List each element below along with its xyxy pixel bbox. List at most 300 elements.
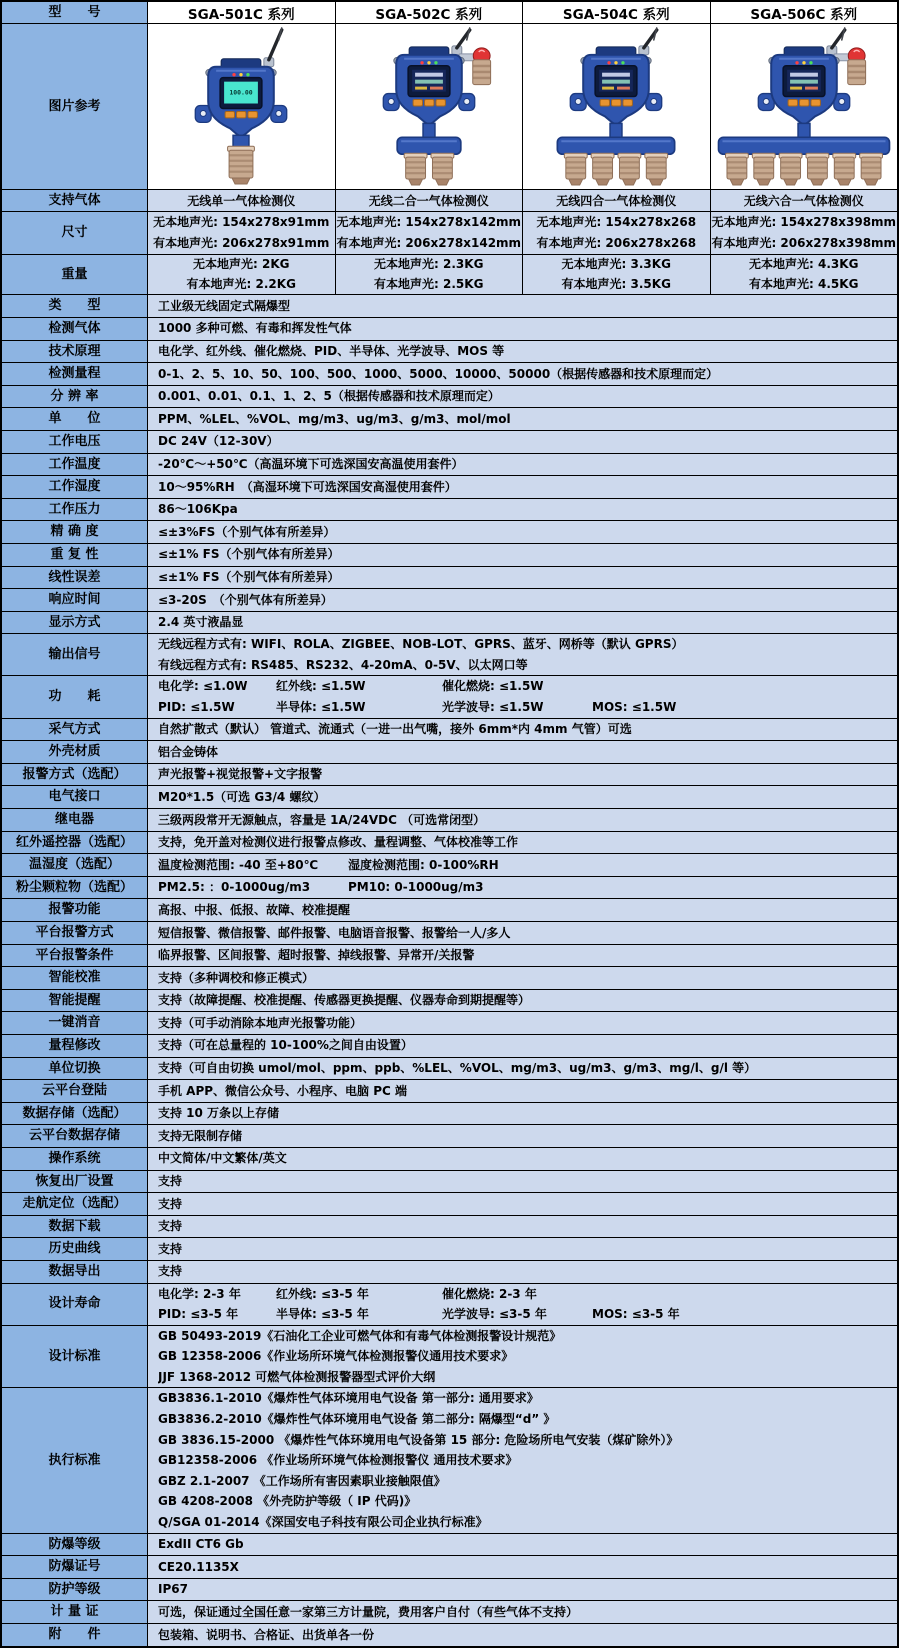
spec-value [148, 341, 897, 363]
weight-line: 无本地声光: 3.3KG [561, 257, 671, 271]
spec-line [158, 855, 893, 876]
spec-value [148, 1326, 897, 1388]
spec-label: 云平台登陆 [2, 1080, 148, 1102]
spec-value [148, 945, 897, 967]
spec-line [158, 1035, 893, 1056]
dimensions-line: 无本地声光: 154x278x398mm [711, 215, 897, 230]
spec-value [148, 832, 897, 854]
spec-value [148, 877, 897, 899]
spec-text: GBZ 2.1-2007 《工作场所有害因素职业接触限值》 [158, 1473, 446, 1488]
spec-value [148, 854, 897, 876]
dimensions-value-2 [523, 212, 711, 254]
spec-value [148, 1216, 897, 1238]
gas-detector-6-sensor-beacon-icon [711, 24, 897, 187]
spec-label: 线性误差 [2, 567, 148, 589]
spec-row-11 [2, 544, 897, 567]
spec-text: 催化燃烧: 2-3 年 [442, 1286, 537, 1301]
spec-line [158, 1239, 893, 1260]
spec-row-38 [2, 1193, 897, 1216]
spec-text: GB 12358-2006《作业场所环境气体检测报警仪通用技术要求》 [158, 1349, 514, 1364]
spec-value [148, 809, 897, 831]
spec-text: 红外线: ≤1.5W [276, 679, 366, 694]
spec-row-40 [2, 1238, 897, 1261]
spec-value [148, 1601, 897, 1623]
spec-line [158, 522, 893, 543]
weight-value-0 [148, 255, 336, 294]
spec-text: 支持（可在总量程的 10-100%之间自由设置） [158, 1038, 413, 1053]
spec-line [158, 742, 893, 763]
spec-value [148, 1556, 897, 1578]
dimensions-line: 有本地声光: 206x278x268 [536, 235, 697, 250]
spec-line [158, 477, 893, 498]
spec-text: MOS: ≤1.5W [592, 700, 677, 715]
spec-value [148, 544, 897, 566]
spec-row-2 [2, 341, 897, 364]
spec-value [148, 521, 897, 543]
dimensions-line: 无本地声光: 154x278x142mm [336, 215, 522, 230]
spec-line [158, 409, 893, 430]
spec-line [158, 923, 893, 944]
spec-text: PM2.5: ：0-1000ug/m3 [158, 880, 311, 895]
spec-row-44 [2, 1388, 897, 1533]
spec-row-25 [2, 899, 897, 922]
spec-text: 包装箱、说明书、合格证、出货单各一份 [158, 1627, 375, 1642]
spec-text: PID: ≤3-5 年 [158, 1307, 239, 1322]
spec-value [148, 1624, 897, 1646]
spec-label: 工作压力 [2, 499, 148, 521]
spec-text: GB3836.1-2010《爆炸性气体环境用电气设备 第一部分: 通用要求》 [158, 1391, 539, 1406]
spec-text: CE20.1135X [158, 1559, 239, 1574]
spec-value [148, 1035, 897, 1057]
spec-text: 支持无限制存储 [158, 1128, 243, 1143]
svg-text:100.00: 100.00 [229, 88, 253, 97]
spec-label: 检测气体 [2, 318, 148, 340]
spec-row-7 [2, 454, 897, 477]
supported-gas-value-2: 无线四合一气体检测仪 [523, 190, 711, 211]
spec-row-47 [2, 1579, 897, 1602]
spec-row-6 [2, 431, 897, 454]
spec-text: -20℃～+50℃（高温环境下可选深国安高温使用套件） [158, 457, 464, 472]
spec-value [148, 676, 897, 717]
spec-text: Q/SGA 01-2014《深国安电子科技有限公司企业执行标准》 [158, 1515, 488, 1530]
spec-label: 工作电压 [2, 431, 148, 453]
model-header-sga-504c: SGA-504C 系列 [523, 2, 711, 23]
spec-text: 中文简体/中文繁体/英文 [158, 1151, 287, 1166]
spec-line [158, 499, 893, 520]
spec-row-30 [2, 1012, 897, 1035]
spec-row-5 [2, 408, 897, 431]
spec-text: 可选，保证通过全国任意一家第三方计量院，费用客户自付（有些气体不支持） [158, 1604, 579, 1619]
spec-row-12 [2, 567, 897, 590]
spec-line [158, 634, 893, 655]
spec-line [158, 764, 893, 785]
spec-text: 高报、中报、低报、故障、校准提醒 [158, 902, 351, 917]
spec-label: 功 耗 [2, 676, 148, 717]
spec-text: 86～106Kpa [158, 502, 238, 517]
spec-label: 走航定位（选配） [2, 1193, 148, 1215]
spec-line [158, 341, 893, 362]
spec-value [148, 1238, 897, 1260]
spec-line [158, 454, 893, 475]
image-reference-row [2, 24, 897, 190]
spec-line [158, 612, 893, 633]
spec-line [158, 1013, 893, 1034]
spec-label: 执行标准 [2, 1388, 148, 1532]
spec-line [158, 431, 893, 452]
spec-line [158, 1304, 893, 1325]
spec-label: 单 位 [2, 408, 148, 430]
dimensions-line: 有本地声光: 206x278x91mm [153, 235, 330, 250]
spec-label: 量程修改 [2, 1035, 148, 1057]
model-row-label: 型 号 [2, 2, 148, 23]
spec-row-32 [2, 1058, 897, 1081]
spec-line [158, 1491, 893, 1512]
spec-label: 工作湿度 [2, 476, 148, 498]
spec-row-28 [2, 967, 897, 990]
spec-text: PM10: 0-1000ug/m3 [348, 880, 484, 895]
spec-label: 技术原理 [2, 341, 148, 363]
spec-text: ≤±1% FS（个别气体有所差异） [158, 570, 340, 584]
spec-value [148, 634, 897, 675]
spec-line [158, 1126, 893, 1147]
spec-label: 数据存储（选配） [2, 1103, 148, 1125]
spec-line [158, 1148, 893, 1169]
model-header-row [2, 2, 897, 24]
spec-text: 支持 [158, 1219, 183, 1234]
spec-row-26 [2, 922, 897, 945]
spec-line [158, 1602, 893, 1623]
spec-line [158, 945, 893, 966]
spec-value [148, 922, 897, 944]
spec-value [148, 1103, 897, 1125]
spec-row-3 [2, 363, 897, 386]
spec-line [158, 590, 893, 611]
spec-row-19 [2, 764, 897, 787]
spec-label: 红外遥控器（选配） [2, 832, 148, 854]
spec-text: 2.4 英寸液晶显 [158, 615, 244, 630]
spec-line [158, 697, 893, 718]
spec-label: 显示方式 [2, 612, 148, 634]
spec-row-43 [2, 1326, 897, 1389]
dimensions-line: 无本地声光: 154x278x268 [536, 215, 697, 230]
spec-label: 数据导出 [2, 1261, 148, 1283]
spec-line [158, 1367, 893, 1388]
spec-line [158, 386, 893, 407]
spec-text: 1000 多种可燃、有毒和挥发性气体 [158, 321, 352, 336]
spec-text: GB 3836.15-2000 《爆炸性气体环境用电气设备第 15 部分: 危险场所电气安装（煤矿除外）》 [158, 1432, 679, 1447]
spec-text: 电化学: 2-3 年 [158, 1286, 241, 1301]
supported-gas-value-0: 无线单一气体检测仪 [148, 190, 336, 211]
spec-line [158, 1081, 893, 1102]
spec-line [158, 1388, 893, 1409]
spec-text: 0.001、0.01、0.1、1、2、5（根据传感器和技术原理而定） [158, 389, 500, 404]
spec-text: 短信报警、微信报警、邮件报警、电脑语音报警、报警给一人/多人 [158, 925, 511, 940]
spec-line [158, 1261, 893, 1282]
spec-text: 光学波导: ≤1.5W [442, 700, 544, 715]
dimensions-value-3 [711, 212, 898, 254]
spec-row-4 [2, 386, 897, 409]
spec-text: DC 24V（12-30V） [158, 434, 279, 449]
spec-label: 检测量程 [2, 363, 148, 385]
spec-label: 平台报警条件 [2, 945, 148, 967]
spec-line [158, 364, 893, 385]
spec-label: 粉尘颗粒物（选配） [2, 877, 148, 899]
spec-text: JJF 1368-2012 可燃气体检测报警器型式评价大纲 [158, 1369, 436, 1384]
spec-label: 报警方式（选配） [2, 764, 148, 786]
spec-row-8 [2, 476, 897, 499]
spec-text: 电化学: ≤1.0W [158, 679, 248, 694]
spec-text: 温度检测范围: -40 至+80℃ [158, 857, 319, 872]
model-header-sga-501c: SGA-501C 系列 [148, 2, 336, 23]
spec-label: 操作系统 [2, 1148, 148, 1170]
spec-row-35 [2, 1125, 897, 1148]
spec-label: 云平台数据存储 [2, 1125, 148, 1147]
spec-line [158, 968, 893, 989]
spec-row-37 [2, 1171, 897, 1194]
spec-row-10 [2, 521, 897, 544]
spec-text: 支持（可自由切换 umol/mol、ppm、ppb、%LEL、%VOL、mg/m3、ug/m3、g/m3、mg/l、g/l 等） [158, 1061, 757, 1076]
spec-text: 支持（故障提醒、校准提醒、传感器更换提醒、仪器寿命到期提醒等） [158, 993, 531, 1008]
spec-text: 临界报警、区间报警、超时报警、掉线报警、异常开/关报警 [158, 948, 475, 963]
spec-text: 工业级无线固定式隔爆型 [158, 298, 291, 313]
spec-line [158, 787, 893, 808]
spec-label: 历史曲线 [2, 1238, 148, 1260]
spec-value [148, 363, 897, 385]
dimensions-line: 有本地声光: 206x278x142mm [336, 235, 522, 250]
spec-value [148, 1261, 897, 1283]
spec-text: PPM、%LEL、%VOL、mg/m3、ug/m3、g/m3、mol/mol [158, 411, 511, 426]
spec-label: 电气接口 [2, 786, 148, 808]
weight-row [2, 255, 897, 295]
spec-line [158, 1579, 893, 1600]
spec-row-42 [2, 1284, 897, 1326]
product-image-cell-0 [148, 24, 336, 189]
spec-value [148, 719, 897, 741]
spec-row-48 [2, 1601, 897, 1624]
spec-text: 手机 APP、微信公众号、小程序、电脑 PC 端 [158, 1083, 408, 1098]
spec-text: 0-1、2、5、10、50、100、500、1000、5000、10000、50000（根据传感器和技术原理而定） [158, 366, 719, 381]
spec-value [148, 1388, 897, 1532]
spec-row-34 [2, 1103, 897, 1126]
spec-text: 支持 [158, 1196, 183, 1211]
spec-text: 声光报警+视觉报警+文字报警 [158, 767, 323, 782]
image-row-label: 图片参考 [2, 24, 148, 189]
dimensions-value-0 [148, 212, 336, 254]
spec-label: 报警功能 [2, 899, 148, 921]
spec-text: GB12358-2006 《作业场所环境气体检测报警仪 通用技术要求》 [158, 1453, 518, 1468]
spec-row-24 [2, 877, 897, 900]
spec-line [158, 877, 893, 898]
spec-row-16 [2, 676, 897, 718]
spec-label: 防爆证号 [2, 1556, 148, 1578]
spec-line [158, 810, 893, 831]
spec-label: 单位切换 [2, 1058, 148, 1080]
spec-label: 设计寿命 [2, 1284, 148, 1325]
dimensions-line: 有本地声光: 206x278x398mm [711, 235, 897, 250]
spec-row-36 [2, 1148, 897, 1171]
spec-label: 采气方式 [2, 719, 148, 741]
spec-row-46 [2, 1556, 897, 1579]
spec-line [158, 1409, 893, 1430]
spec-label: 防爆等级 [2, 1534, 148, 1556]
spec-label: 重 复 性 [2, 544, 148, 566]
spec-row-39 [2, 1216, 897, 1239]
supported-gas-value-3: 无线六合一气体检测仪 [711, 190, 898, 211]
dimensions-label: 尺寸 [2, 212, 148, 254]
spec-text: GB 4208-2008 《外壳防护等级（ IP 代码)》 [158, 1494, 417, 1509]
spec-text: 支持 [158, 1264, 183, 1279]
spec-label: 设计标准 [2, 1326, 148, 1388]
spec-text: 红外线: ≤3-5 年 [276, 1286, 369, 1301]
weight-label: 重量 [2, 255, 148, 294]
spec-label: 附 件 [2, 1624, 148, 1646]
supported-gas-value-1: 无线二合一气体检测仪 [336, 190, 524, 211]
spec-text: ≤±3%FS（个别气体有所差异） [158, 524, 336, 539]
spec-label: 智能提醒 [2, 990, 148, 1012]
spec-text: ExdII CT6 Gb [158, 1537, 244, 1552]
supported-gas-row [2, 190, 897, 212]
spec-line [158, 1346, 893, 1367]
spec-label: 温湿度（选配） [2, 854, 148, 876]
spec-text: ≤±1% FS（个别气体有所差异） [158, 547, 340, 562]
spec-value [148, 1058, 897, 1080]
spec-value [148, 431, 897, 453]
spec-text: 有线远程方式有: RS485、RS232、4-20mA、0-5V、以太网口等 [158, 657, 528, 672]
dimensions-row [2, 212, 897, 255]
spec-row-45 [2, 1534, 897, 1557]
weight-line: 有本地声光: 2.2KG [186, 277, 296, 292]
spec-line [158, 1216, 893, 1237]
spec-text: ≤3-20S （个别气体有所差异） [158, 592, 333, 607]
spec-label: 防护等级 [2, 1579, 148, 1601]
spec-line [158, 296, 893, 317]
spec-text: GB3836.2-2010《爆炸性气体环境用电气设备 第二部分: 隔爆型“d” 》 [158, 1412, 556, 1427]
spec-text: PID: ≤1.5W [158, 700, 235, 715]
spec-text: 支持（多种调校和修正模式） [158, 970, 315, 985]
spec-text: 催化燃烧: ≤1.5W [442, 679, 544, 694]
spec-line [158, 1194, 893, 1215]
spec-row-31 [2, 1035, 897, 1058]
spec-value [148, 1579, 897, 1601]
spec-value [148, 967, 897, 989]
spec-line [158, 1171, 893, 1192]
spec-line [158, 676, 893, 697]
spec-text: 自然扩散式（默认） 管道式、流通式（一进一出气嘴，接外 6mm*内 4mm 气管）可选 [158, 722, 632, 737]
spec-value [148, 499, 897, 521]
spec-label: 分 辨 率 [2, 386, 148, 408]
spec-line [158, 544, 893, 565]
spec-value [148, 1534, 897, 1556]
spec-value [148, 589, 897, 611]
spec-label: 精 确 度 [2, 521, 148, 543]
gas-detector-2-sensor-beacon-icon [336, 24, 522, 187]
spec-value [148, 408, 897, 430]
spec-value [148, 612, 897, 634]
spec-line [158, 1058, 893, 1079]
weight-value-3 [711, 255, 898, 294]
spec-label: 类 型 [2, 295, 148, 317]
spec-label: 外壳材质 [2, 741, 148, 763]
spec-text: 支持 10 万条以上存储 [158, 1106, 280, 1121]
spec-label: 平台报警方式 [2, 922, 148, 944]
spec-value [148, 1171, 897, 1193]
spec-text: IP67 [158, 1582, 188, 1597]
spec-row-29 [2, 990, 897, 1013]
spec-label: 工作温度 [2, 454, 148, 476]
dimensions-value-1 [336, 212, 524, 254]
spec-text: 三级两段常开无源触点，容量是 1A/24VDC （可选常闭型） [158, 812, 486, 827]
spec-row-17 [2, 719, 897, 742]
spec-text: 支持 [158, 1241, 183, 1256]
weight-line: 有本地声光: 4.5KG [749, 277, 859, 292]
spec-row-9 [2, 499, 897, 522]
spec-text: 无线远程方式有: WIFI、ROLA、ZIGBEE、NOB-LOT、GPRS、蓝牙、网桥等（默认 GPRS） [158, 637, 684, 652]
spec-line [158, 1471, 893, 1492]
spec-text: 半导体: ≤1.5W [276, 700, 366, 715]
spec-value [148, 318, 897, 340]
spec-text: 支持 [158, 1174, 183, 1189]
spec-line [158, 1557, 893, 1578]
model-header-sga-502c: SGA-502C 系列 [336, 2, 524, 23]
spec-row-49 [2, 1624, 897, 1646]
spec-text: 半导体: ≤3-5 年 [276, 1307, 369, 1322]
spec-row-23 [2, 854, 897, 877]
spec-line [158, 1512, 893, 1533]
spec-row-27 [2, 945, 897, 968]
gas-detector-single-sensor-icon [148, 24, 334, 187]
spec-value [148, 764, 897, 786]
spec-value [148, 1012, 897, 1034]
spec-value [148, 1284, 897, 1325]
spec-line [158, 1534, 893, 1555]
spec-text: 光学波导: ≤3-5 年 [442, 1307, 547, 1322]
spec-label: 计 量 证 [2, 1601, 148, 1623]
spec-text: 电化学、红外线、催化燃烧、PID、半导体、光学波导、MOS 等 [158, 344, 505, 359]
spec-text: M20*1.5（可选 G3/4 螺纹） [158, 789, 326, 804]
spec-value [148, 567, 897, 589]
spec-line [158, 1430, 893, 1451]
spec-row-15 [2, 634, 897, 676]
spec-value [148, 1193, 897, 1215]
dimensions-line: 无本地声光: 154x278x91mm [153, 215, 330, 230]
spec-value [148, 1125, 897, 1147]
spec-row-13 [2, 589, 897, 612]
spec-value [148, 454, 897, 476]
spec-row-22 [2, 832, 897, 855]
spec-line [158, 719, 893, 740]
weight-line: 有本地声光: 2.5KG [374, 277, 484, 292]
spec-value [148, 1148, 897, 1170]
product-image-cell-3 [711, 24, 898, 189]
weight-line: 无本地声光: 2KG [193, 257, 290, 271]
spec-row-21 [2, 809, 897, 832]
spec-value [148, 786, 897, 808]
spec-text: MOS: ≤3-5 年 [592, 1307, 680, 1322]
spec-value [148, 1080, 897, 1102]
spec-label: 输出信号 [2, 634, 148, 675]
spec-value [148, 741, 897, 763]
table-body [2, 24, 897, 1646]
spec-line [158, 832, 893, 853]
spec-text: 10～95%RH （高湿环境下可选深国安高湿使用套件） [158, 479, 457, 494]
spec-line [158, 1450, 893, 1471]
spec-text: 支持（可手动消除本地声光报警功能） [158, 1015, 363, 1030]
spec-value [148, 899, 897, 921]
spec-row-0 [2, 295, 897, 318]
spec-text: GB 50493-2019《石油化工企业可燃气体和有毒气体检测报警设计规范》 [158, 1328, 562, 1343]
weight-line: 无本地声光: 4.3KG [749, 257, 859, 271]
spec-label: 数据下载 [2, 1216, 148, 1238]
